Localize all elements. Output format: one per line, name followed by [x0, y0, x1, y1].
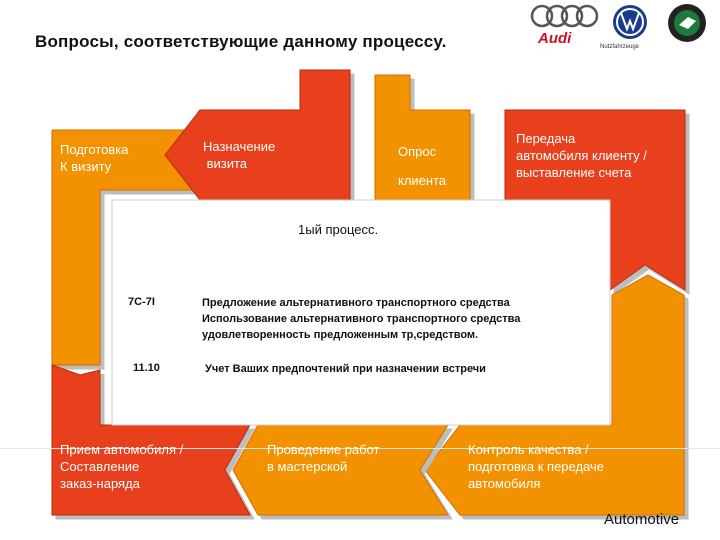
label-survey: [398, 143, 446, 201]
item-code: 11.10: [133, 362, 160, 374]
label-line: Проведение работ: [267, 442, 380, 457]
label-line: Подготовка: [60, 142, 129, 157]
item-line: Использование альтернативного транспортного средства: [202, 313, 521, 325]
label-line: К визиту: [60, 159, 112, 174]
label-line: Опрос: [398, 144, 437, 159]
item-text: [205, 361, 486, 377]
label-works: [267, 441, 379, 475]
label-line: Составление: [60, 459, 140, 474]
brand-footer: Automotive: [604, 511, 680, 528]
label-reception: [60, 441, 183, 492]
label-line: клиента: [398, 173, 447, 188]
vw-subtitle: Nutzfahrzeuge: [600, 44, 640, 50]
label-line: Назначение: [203, 139, 276, 154]
item-line: удовлетворенность предложенным тр,средством.: [202, 329, 479, 341]
item-line: Предложение альтернативного транспортного средства: [202, 297, 510, 309]
item-line: Учет Ваших предпочтений при назначении встречи: [205, 363, 486, 375]
item-text: [202, 295, 520, 343]
label-line: Прием автомобиля /: [60, 442, 184, 457]
label-handover: [516, 130, 647, 181]
label-line: Контроль качества /: [468, 442, 589, 457]
step-appointment-shape: [165, 70, 350, 200]
center-title: 1ый процесс.: [298, 222, 379, 237]
label-line: Передача: [516, 131, 576, 146]
label-line: выставление счета: [516, 165, 632, 180]
label-appointment: [203, 138, 275, 172]
label-preparation: [60, 141, 128, 175]
label-quality: [468, 441, 604, 492]
item-code: 7С-7I: [128, 296, 155, 308]
page-title: Вопросы, соответствующие данному процессу.: [35, 32, 447, 51]
label-line: автомобиля: [468, 476, 541, 491]
label-line: визита: [203, 156, 248, 171]
audi-wordmark: Audi: [538, 30, 572, 47]
label-line: заказ-наряда: [60, 476, 140, 491]
label-line: в мастерской: [267, 459, 348, 474]
label-line: подготовка к передаче: [468, 459, 605, 474]
label-line: автомобиля клиенту /: [516, 148, 647, 163]
